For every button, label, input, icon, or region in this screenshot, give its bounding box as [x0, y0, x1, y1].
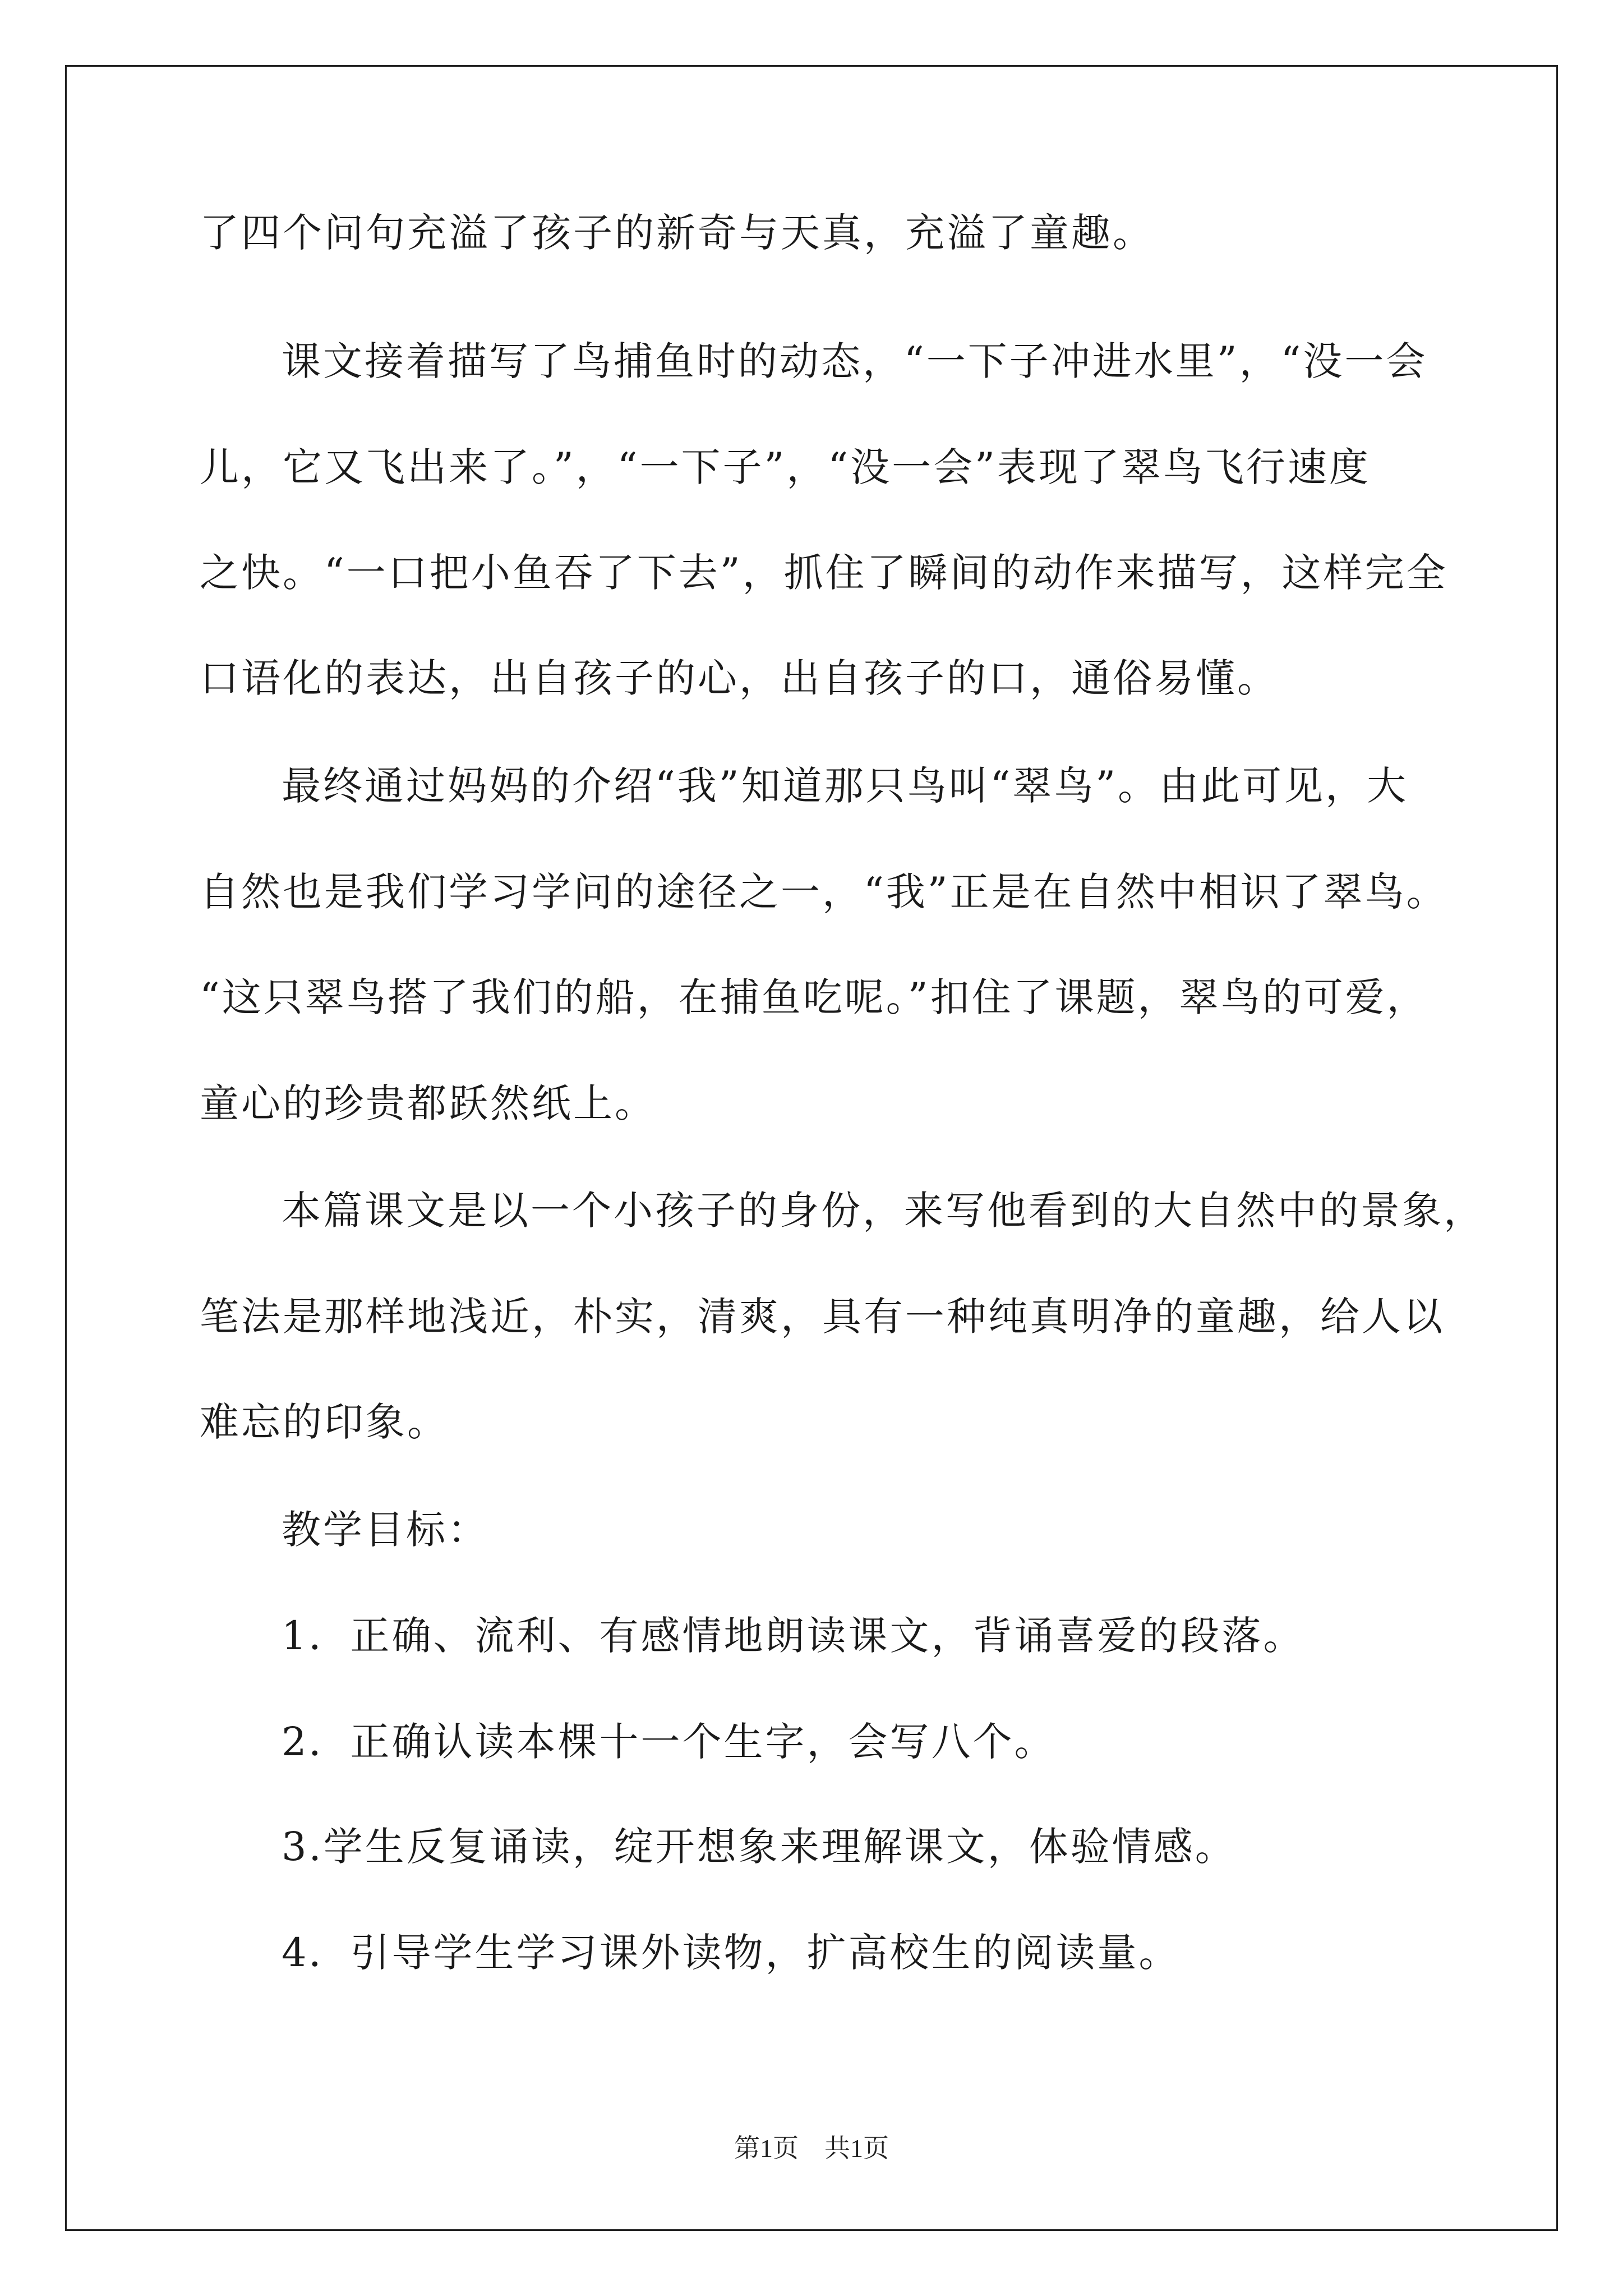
text-line: 难忘的印象。: [200, 1399, 449, 1445]
page-border: [65, 65, 1558, 2231]
text-line: 口语化的表达，出自孩子的心，出自孩子的口，通俗易懂。: [200, 655, 1279, 701]
text-line: 童心的珍贵都跃然纸上。: [200, 1080, 656, 1126]
text-line: 自然也是我们学习学问的途径之一，“我”正是在自然中相识了翠鸟。: [200, 869, 1448, 915]
text-line: 之快。“一口把小鱼吞了下去”，抓住了瞬间的动作来描写，这样完全: [200, 550, 1448, 596]
text-line: 笔法是那样地浅近，朴实，清爽，具有一种纯真明净的童趣，给人以: [200, 1294, 1445, 1340]
list-item: 4．引导学生学习课外读物，扩高校生的阅读量。: [282, 1930, 1181, 1976]
text-line: “这只翠鸟搭了我们的船，在捕鱼吃呢。”扣住了课题，翠鸟的可爱，: [200, 974, 1428, 1020]
list-item: 1．正确、流利、有感情地朗读课文，背诵喜爱的段落。: [282, 1613, 1305, 1659]
list-item: 2．正确认读本棵十一个生字，会写八个。: [282, 1719, 1056, 1765]
text-line: 教学目标：: [282, 1507, 489, 1553]
page-number-footer: 第1页 共1页: [734, 2134, 889, 2162]
text-line: 本篇课文是以一个小孩子的身份，来写他看到的大自然中的景象，: [282, 1188, 1485, 1234]
text-line: 儿，它又飞出来了。”，“一下子”，“没一会”表现了翠鸟飞行速度: [200, 444, 1371, 490]
list-item: 3.学生反复诵读，绽开想象来理解课文，体验情感。: [282, 1824, 1237, 1870]
text-line: 最终通过妈妈的介绍“我”知道那只鸟叫“翠鸟”。由此可见，大: [282, 763, 1409, 809]
text-line: 课文接着描写了鸟捕鱼时的动态，“一下子冲进水里”，“没一会: [282, 338, 1428, 384]
text-line: 了四个问句充溢了孩子的新奇与天真，充溢了童趣。: [200, 210, 1154, 256]
